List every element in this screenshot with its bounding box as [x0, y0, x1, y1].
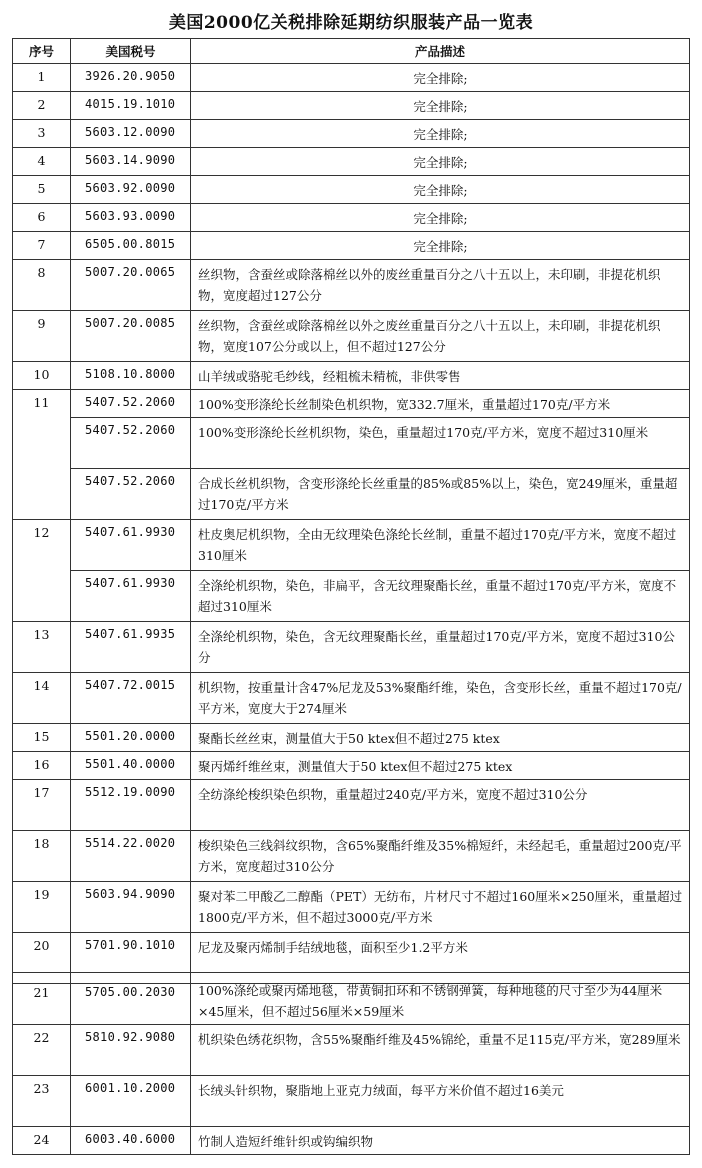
- row-code: 5007.20.0065: [71, 260, 191, 311]
- row-no: 14: [13, 673, 71, 724]
- table-row: [13, 418, 690, 469]
- table-row: [13, 362, 690, 390]
- table-row: [13, 724, 690, 752]
- row-no: 8: [13, 260, 71, 311]
- row-no: 4: [13, 148, 71, 176]
- row-desc: 100%变形涤纶长丝制染色机织物，宽332.7厘米，重量超过170克/平方米: [191, 390, 690, 418]
- table-header-row: [13, 39, 690, 64]
- row-code: 5603.93.0090: [71, 204, 191, 232]
- row-code: 4015.19.1010: [71, 92, 191, 120]
- row-code: 5701.90.1010: [71, 933, 191, 984]
- table-row: [13, 752, 690, 780]
- row-no: 7: [13, 232, 71, 260]
- table-row: [13, 571, 690, 622]
- row-desc: 竹制人造短纤维针织或钩编织物: [191, 1127, 690, 1155]
- row-desc: 全涤纶机织物，染色，含无纹理聚酯长丝，重量超过170克/平方米，宽度不超过310公分: [191, 622, 690, 673]
- row-code: 5407.72.0015: [71, 673, 191, 724]
- table-row: [13, 973, 690, 1025]
- row-no: 10: [13, 362, 71, 390]
- row-no: 15: [13, 724, 71, 752]
- row-code: 5603.92.0090: [71, 176, 191, 204]
- row-desc: 完全排除;: [191, 148, 690, 176]
- header-no: 序号: [13, 39, 71, 64]
- row-code: 5407.61.9935: [71, 622, 191, 673]
- row-desc: 长绒头针织物，聚脂地上亚克力绒面，每平方米价值不超过16美元: [191, 1076, 690, 1127]
- row-code: 5407.52.2060: [71, 390, 191, 418]
- table-row: [13, 882, 690, 933]
- row-no: 9: [13, 311, 71, 362]
- table-row: [13, 1076, 690, 1127]
- row-no: 2: [13, 92, 71, 120]
- row-desc: 机织物，按重量计含47%尼龙及53%聚酯纤维，染色，含变形长丝，重量不超过170克/平方米，宽度大于274厘米: [191, 673, 690, 724]
- row-code: 5603.94.9090: [71, 882, 191, 933]
- row-no: 11: [13, 390, 71, 520]
- row-desc: 完全排除;: [191, 204, 690, 232]
- row-no: 17: [13, 780, 71, 831]
- row-code: 5407.61.9930: [71, 520, 191, 571]
- table-row: [13, 673, 690, 724]
- row-code: 5407.52.2060: [71, 469, 191, 520]
- row-code: 5603.14.9090: [71, 148, 191, 176]
- table-row: [13, 1025, 690, 1076]
- row-code: 3926.20.9050: [71, 64, 191, 92]
- table-row: [13, 1127, 690, 1155]
- table-row: [13, 311, 690, 362]
- table-row: [13, 148, 690, 176]
- row-desc: 聚对苯二甲酸乙二醇酯（PET）无纺布，片材尺寸不超过160厘米×250厘米，重量超过1800克/平方米，但不超过3000克/平方米: [191, 882, 690, 933]
- table-row: [13, 831, 690, 882]
- row-desc: 聚酯长丝丝束，测量值大于50 ktex但不超过275 ktex: [191, 724, 690, 752]
- row-code: 6505.00.8015: [71, 232, 191, 260]
- row-code: 5603.12.0090: [71, 120, 191, 148]
- row-no: 23: [13, 1076, 71, 1127]
- row-code: 5007.20.0085: [71, 311, 191, 362]
- row-code: 6003.40.6000: [71, 1127, 191, 1155]
- table-row: [13, 260, 690, 311]
- row-desc: 丝织物，含蚕丝或除落棉丝以外之废丝重量百分之八十五以上，未印刷，非提花机织物，宽度107公分或以上，但不超过127公分: [191, 311, 690, 362]
- row-desc: 聚丙烯纤维丝束，测量值大于50 ktex但不超过275 ktex: [191, 752, 690, 780]
- table-row: [13, 204, 690, 232]
- row-code: 5512.19.0090: [71, 780, 191, 831]
- row-code: 5501.20.0000: [71, 724, 191, 752]
- row-desc: 完全排除;: [191, 64, 690, 92]
- row-no: 1: [13, 64, 71, 92]
- row-no: 6: [13, 204, 71, 232]
- row-desc: 梭织染色三线斜纹织物，含65%聚酯纤维及35%棉短纤，未经起毛，重量超过200克/平方米，宽度超过310公分: [191, 831, 690, 882]
- table-row: [13, 469, 690, 520]
- row-desc: 丝织物，含蚕丝或除落棉丝以外的废丝重量百分之八十五以上，未印刷，非提花机织物，宽度超过127公分: [191, 260, 690, 311]
- row-no: 13: [13, 622, 71, 673]
- table-row: [13, 780, 690, 831]
- table-row: [13, 176, 690, 204]
- row-desc: 机织染色绣花织物，含55%聚酯纤维及45%锦纶，重量不足115克/平方米，宽289厘米: [191, 1025, 690, 1076]
- tariff-table-continued: [12, 972, 690, 1155]
- table-row: [13, 92, 690, 120]
- table-row: [13, 232, 690, 260]
- row-no: 22: [13, 1025, 71, 1076]
- row-no: 18: [13, 831, 71, 882]
- table-row: [13, 520, 690, 571]
- row-code: 5705.00.2030: [71, 973, 191, 1025]
- row-no: 21: [13, 973, 71, 1025]
- row-desc: 完全排除;: [191, 92, 690, 120]
- row-no: 12: [13, 520, 71, 622]
- row-no: 19: [13, 882, 71, 933]
- row-code: 5108.10.8000: [71, 362, 191, 390]
- row-desc: 全纺涤纶梭织染色织物，重量超过240克/平方米，宽度不超过310公分: [191, 780, 690, 831]
- document-title: 美国2000亿关税排除延期纺织服装产品一览表: [168, 13, 534, 33]
- table-row: [13, 622, 690, 673]
- tariff-table: [12, 38, 690, 984]
- row-desc: 杜皮奥尼机织物，全由无纹理染色涤纶长丝制，重量不超过170克/平方米，宽度不超过310厘米: [191, 520, 690, 571]
- row-code: 5514.22.0020: [71, 831, 191, 882]
- row-code: 6001.10.2000: [71, 1076, 191, 1127]
- row-desc: 合成长丝机织物，含变形涤纶长丝重量的85%或85%以上，染色，宽249厘米，重量超过170克/平方米: [191, 469, 690, 520]
- row-code: 5407.61.9930: [71, 571, 191, 622]
- row-no: 24: [13, 1127, 71, 1155]
- row-code: 5810.92.9080: [71, 1025, 191, 1076]
- header-desc: 产品描述: [191, 39, 690, 64]
- row-desc: 尼龙及聚丙烯制手结绒地毯，面积至少1.2平方米: [191, 933, 690, 984]
- row-no: 3: [13, 120, 71, 148]
- row-desc: 全涤纶机织物，染色，非扁平，含无纹理聚酯长丝，重量不超过170克/平方米，宽度不超过310厘米: [191, 571, 690, 622]
- row-desc: 100%涤纶或聚丙烯地毯，带黄铜扣环和不锈钢弹簧，每种地毯的尺寸至少为44厘米×45厘米，但不超过56厘米×59厘米: [191, 973, 690, 1025]
- row-desc: 山羊绒或骆驼毛纱线，经粗梳未精梳，非供零售: [191, 362, 690, 390]
- row-code: 5407.52.2060: [71, 418, 191, 469]
- row-desc: 完全排除;: [191, 120, 690, 148]
- table-row: [13, 120, 690, 148]
- row-desc: 完全排除;: [191, 232, 690, 260]
- table-row: [13, 64, 690, 92]
- table-row: [13, 390, 690, 418]
- row-no: 20: [13, 933, 71, 984]
- row-no: 5: [13, 176, 71, 204]
- row-no: 16: [13, 752, 71, 780]
- header-code: 美国税号: [71, 39, 191, 64]
- row-desc: 100%变形涤纶长丝机织物，染色，重量超过170克/平方米，宽度不超过310厘米: [191, 418, 690, 469]
- row-desc: 完全排除;: [191, 176, 690, 204]
- row-code: 5501.40.0000: [71, 752, 191, 780]
